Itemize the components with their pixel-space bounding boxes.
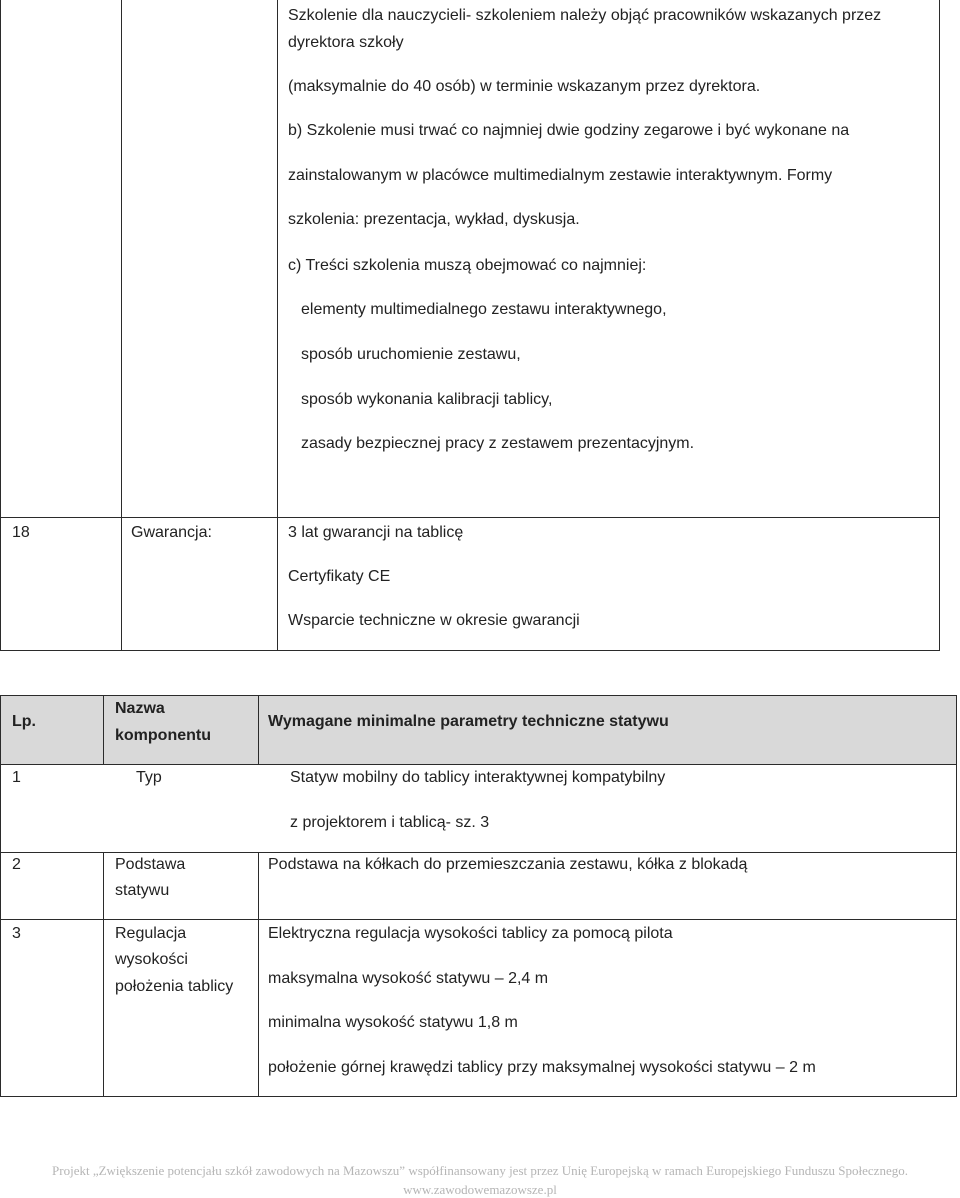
- row3-param-3: minimalna wysokość statywu 1,8 m: [268, 1014, 518, 1031]
- warranty-line-2: Certyfikaty CE: [288, 568, 391, 585]
- training-bullet-1: elementy multimedialnego zestawu interaktywnego,: [301, 301, 667, 318]
- training-section-c: c) Treści szkolenia muszą obejmować co najmniej:: [288, 257, 647, 274]
- footer-project-note: Projekt „Zwiększenie potencjału szkół zawodowych na Mazowszu” współfinansowany jest przez Unię Europejską w ramach Europejskiego Funduszu Społecznego.: [52, 1163, 908, 1178]
- training-line-1: Szkolenie dla nauczycieli- szkoleniem należy objąć pracowników wskazanych przez: [288, 7, 882, 24]
- row2-param-1: Podstawa na kółkach do przemieszczania zestawu, kółka z blokadą: [268, 856, 748, 873]
- table2-top-border: [0, 695, 957, 696]
- table1-bottom-border: [0, 650, 940, 651]
- training-line-5: zainstalowanym w placówce multimedialnym zestawie interaktywnym. Formy: [288, 167, 833, 184]
- row3-param-1: Elektryczna regulacja wysokości tablicy za pomocą pilota: [268, 925, 673, 942]
- warranty-line-1: 3 lat gwarancji na tablicę: [288, 524, 464, 541]
- row1-lp: 1: [12, 769, 21, 786]
- table2-row2-bottom: [0, 919, 957, 920]
- table2-body-divider-1: [103, 852, 104, 1097]
- header-params: Wymagane minimalne parametry techniczne statywu: [268, 713, 669, 730]
- row2-lp: 2: [12, 856, 21, 873]
- header-lp: Lp.: [12, 713, 36, 730]
- table2-header-divider-2: [258, 695, 259, 765]
- training-line-4: b) Szkolenie musi trwać co najmniej dwie godziny zegarowe i być wykonane na: [288, 122, 850, 139]
- row1-name: Typ: [136, 769, 162, 786]
- table1-col-divider-1: [121, 0, 122, 651]
- table1-col-divider-2: [277, 0, 278, 651]
- table2-left-border: [0, 695, 1, 1097]
- table1-right-border: [939, 0, 940, 651]
- row1-param-2: z projektorem i tablicą- sz. 3: [290, 814, 490, 831]
- warranty-lp: 18: [12, 524, 30, 541]
- warranty-name: Gwarancja:: [131, 524, 212, 541]
- row3-param-4: położenie górnej krawędzi tablicy przy maksymalnej wysokości statywu – 2 m: [268, 1059, 816, 1076]
- row2-name-line-2: statywu: [115, 882, 170, 899]
- table2-right-border: [956, 695, 957, 1097]
- row3-name-line-2: wysokości: [115, 951, 188, 968]
- training-line-6: szkolenia: prezentacja, wykład, dyskusja.: [288, 211, 580, 228]
- row3-name-line-3: położenia tablicy: [115, 978, 234, 995]
- table2-bottom-border: [0, 1096, 957, 1097]
- training-line-3: (maksymalnie do 40 osób) w terminie wskazanym przez dyrektora.: [288, 78, 761, 95]
- row3-name-line-1: Regulacja: [115, 925, 187, 942]
- row3-lp: 3: [12, 925, 21, 942]
- header-name-line-1: Nazwa: [115, 700, 165, 717]
- footer-website: www.zawodowemazowsze.pl: [403, 1182, 557, 1197]
- row2-name-line-1: Podstawa: [115, 856, 186, 873]
- training-bullet-2: sposób uruchomienie zestawu,: [301, 346, 521, 363]
- table1-row-divider: [0, 517, 940, 518]
- warranty-line-3: Wsparcie techniczne w okresie gwarancji: [288, 612, 580, 629]
- table2-body-divider-2: [258, 852, 259, 1097]
- row3-param-2: maksymalna wysokość statywu – 2,4 m: [268, 970, 549, 987]
- table2-header-divider-1: [103, 695, 104, 765]
- training-bullet-4: zasady bezpiecznej pracy z zestawem prezentacyjnym.: [301, 435, 695, 452]
- training-line-2: dyrektora szkoły: [288, 34, 404, 51]
- table2-header-bottom: [0, 764, 957, 765]
- table2-row1-bottom: [0, 852, 957, 853]
- table1-left-border: [0, 0, 1, 651]
- training-bullet-3: sposób wykonania kalibracji tablicy,: [301, 391, 553, 408]
- header-name-line-2: komponentu: [115, 727, 211, 744]
- row1-param-1: Statyw mobilny do tablicy interaktywnej kompatybilny: [290, 769, 666, 786]
